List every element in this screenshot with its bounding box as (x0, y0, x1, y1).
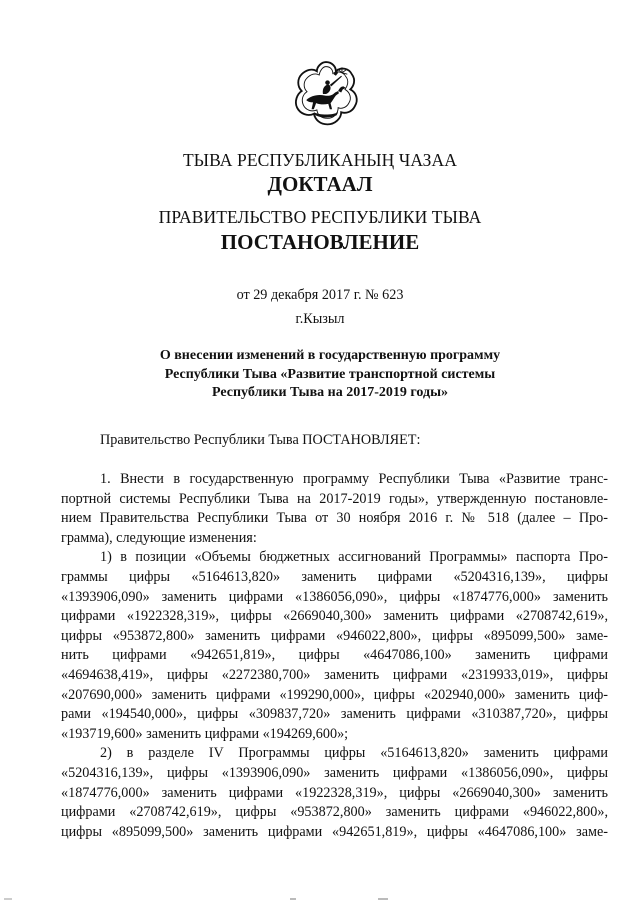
body-line: 1) в позиции «Объемы бюджетных ассигнований Программы» паспорта Про- (100, 549, 608, 566)
title-line: Республики Тыва на 2017-2019 годы» (211, 385, 449, 400)
tuva-coat-of-arms-icon (288, 56, 364, 132)
title-line: Республики Тыва «Развитие транспортной системы (164, 366, 496, 382)
body-line: портной системы Республики Тыва на 2017-2019 годы», утвержденную постановле- (61, 490, 608, 507)
body-line: рами «194540,000», цифры «309837,720» заменить цифрами «310387,720», цифры (61, 706, 608, 723)
body-line: цифры «895099,500» заменить цифрами «942651,819», цифры «4647086,100» заме- (61, 823, 608, 840)
resolution-intro: Правительство Республики Тыва ПОСТАНОВЛЯЕТ: (100, 432, 421, 448)
header-government-name: ПРАВИТЕЛЬСТВО РЕСПУБЛИКИ ТЫВА (158, 207, 482, 227)
body-line: «5204316,139», цифры «1393906,090» заменить цифрами «1386056,090», цифры (61, 764, 608, 781)
body-line: «1874776,000» заменить цифрами «1922328,319», цифры «2669040,300» заменить (61, 784, 608, 801)
body-line: граммы цифры «5164613,820» заменить цифрами «5204316,139», цифры (61, 568, 608, 585)
scan-artifact (290, 898, 296, 900)
body-line: нить цифрами «942651,819», цифры «4647086,100» заменить цифрами (61, 647, 608, 664)
body-line: «4694638,419», цифры «2272380,700» заменить цифрами «2319933,019», цифры (61, 666, 608, 683)
scan-artifact (378, 898, 388, 900)
scan-artifact (4, 898, 12, 900)
body-line: 1. Внести в государственную программу Республики Тыва «Развитие транс- (100, 471, 608, 487)
document-title (120, 347, 540, 403)
title-line: О внесении изменений в государственную программу (159, 348, 501, 363)
body-line: 2) в разделе IV Программы цифры «5164613,820» заменить цифрами (100, 745, 608, 762)
body-line: грамма), следующие изменения: (61, 529, 257, 546)
document-body (61, 470, 608, 842)
body-line: цифры «953872,800» заменить цифрами «946022,800», цифры «895099,500» заме- (61, 627, 608, 644)
body-line: «193719,600» заменить цифрами «194269,600»; (61, 725, 349, 742)
body-line: цифрами «2708742,619», цифры «953872,800» заменить цифрами «946022,800», (61, 804, 608, 821)
document-city: г.Кызыл (295, 311, 345, 327)
body-line: «1393906,090» заменить цифрами «1386056,090», цифры «1874776,000» заменить (61, 588, 608, 605)
body-line: нием Правительства Республики Тыва от 30 ноября 2016 г. № 518 (далее – Про- (61, 510, 608, 527)
header-tuvan-government: ТЫВА РЕСПУБЛИКАНЫҢ ЧАЗАА (182, 150, 458, 170)
document-date-number: от 29 декабря 2017 г. № 623 (236, 287, 404, 303)
body-line: цифрами «1922328,319», цифры «2669040,300» заменить цифрами «2708742,619», (61, 608, 608, 625)
body-line: «207690,000» заменить цифрами «199290,000», цифры «202940,000» заменить циф- (61, 686, 608, 703)
header-tuvan-decree: ДОКТААЛ (267, 172, 373, 196)
header-document-type: ПОСТАНОВЛЕНИЕ (220, 230, 420, 254)
